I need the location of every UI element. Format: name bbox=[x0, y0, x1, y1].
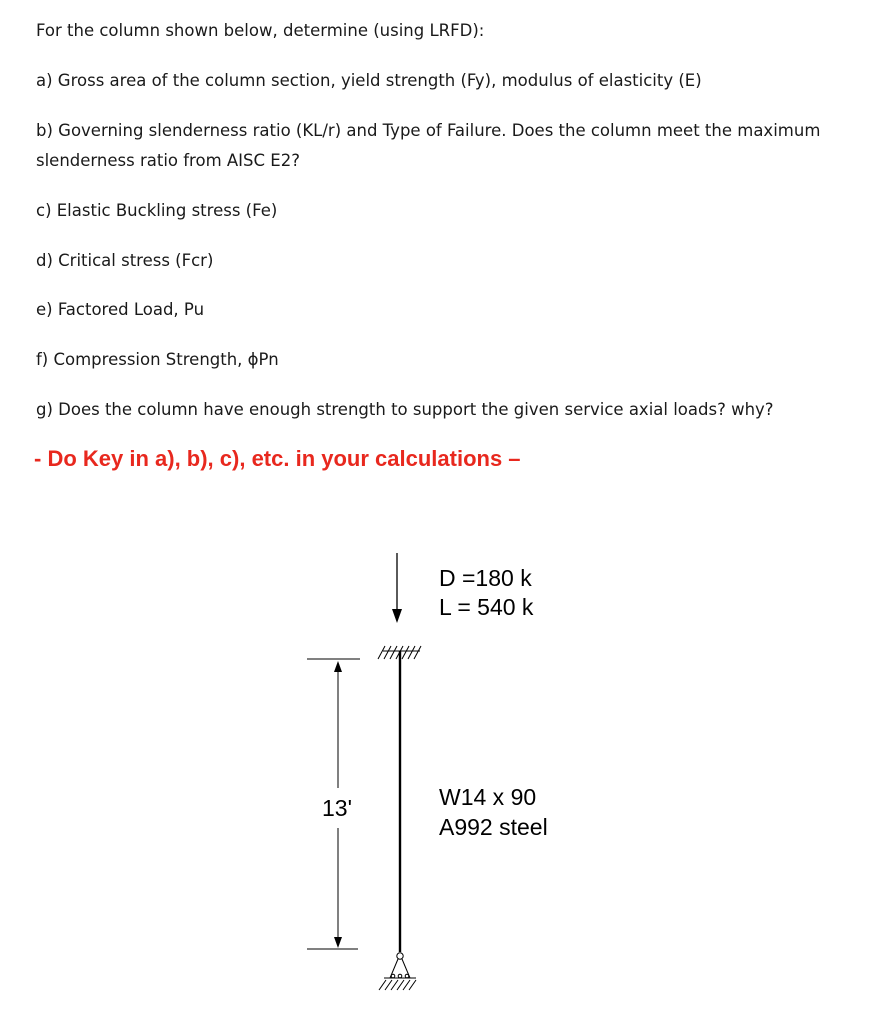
part-e: e) Factored Load, Pu bbox=[36, 300, 205, 319]
part-b-line2: slenderness ratio from AISC E2? bbox=[36, 151, 300, 170]
part-f: f) Compression Strength, ϕPn bbox=[36, 350, 279, 369]
part-a: a) Gross area of the column section, yield strength (Fy), modulus of elasticity (E) bbox=[36, 71, 702, 90]
part-d: d) Critical stress (Fcr) bbox=[36, 251, 214, 270]
dead-load-label: D =180 k bbox=[439, 565, 532, 591]
part-b-line1: b) Governing slenderness ratio (KL/r) and Type of Failure. Does the column meet the maximum bbox=[36, 121, 821, 140]
section-label: W14 x 90 bbox=[439, 784, 537, 810]
instruction-note: - Do Key in a), b), c), etc. in your calculations – bbox=[34, 446, 521, 471]
live-load-label: L = 540 k bbox=[439, 594, 534, 620]
part-g: g) Does the column have enough strength to support the given service axial loads? why? bbox=[36, 400, 774, 419]
problem-intro: For the column shown below, determine (using LRFD): bbox=[36, 21, 485, 40]
height-label: 13' bbox=[322, 795, 352, 821]
bottom-pin-support bbox=[379, 953, 416, 990]
load-arrow bbox=[392, 553, 402, 623]
part-c: c) Elastic Buckling stress (Fe) bbox=[36, 201, 278, 220]
material-label: A992 steel bbox=[439, 814, 548, 840]
